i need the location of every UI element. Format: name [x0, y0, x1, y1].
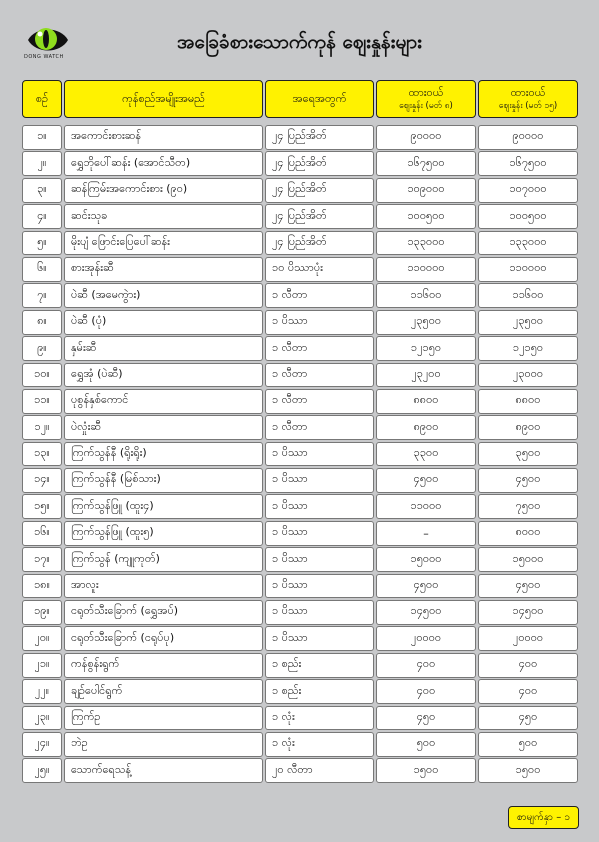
- table-row: [22, 732, 578, 757]
- price-mar-8: ၁၂၁၅၀: [376, 336, 476, 361]
- item-unit: ၁ ပိဿာ: [265, 442, 374, 467]
- page-title: အခြေခံစားသောက်ကုန် ဈေးနှုန်းများ: [177, 31, 422, 53]
- table-row: [22, 521, 578, 546]
- item-name: ပဲလှုံးဆီ: [64, 415, 263, 440]
- header-unit: အရေအတွက်: [265, 80, 374, 118]
- table-row: [22, 600, 578, 625]
- item-unit: ၁ ပိဿာ: [265, 600, 374, 625]
- item-unit: ၂၄ ပြည်အိတ်: [265, 204, 374, 229]
- price-mar-15: ၈၀၀၀: [478, 521, 578, 546]
- table-row: [22, 178, 578, 203]
- price-mar-15: ၈၈၀၀: [478, 389, 578, 414]
- price-mar-15: ၂၀၀၀၀: [478, 626, 578, 651]
- item-name: နှမ်းဆီ: [64, 336, 263, 361]
- price-mar-8: ၁၃၃၀၀၀: [376, 231, 476, 256]
- price-mar-15: ၁၅၀၀၀: [478, 547, 578, 572]
- item-name: ကြက်သွန်ဖြူ (ထူး၄): [64, 494, 263, 519]
- header-item: ကုန်စည်အမျိုးအမည်: [64, 80, 263, 118]
- row-number: ၅။: [22, 231, 62, 256]
- item-unit: ၁ လုံး: [265, 706, 374, 731]
- price-mar-8: ၄၅၀: [376, 706, 476, 731]
- header-no: စဉ်: [22, 80, 62, 118]
- item-name: ဘဲဥ: [64, 732, 263, 757]
- row-number: ၁၅။: [22, 494, 62, 519]
- item-unit: ၁ လီတာ: [265, 336, 374, 361]
- table-row: [22, 336, 578, 361]
- table-row: [22, 257, 578, 282]
- price-mar-8: ၁၀၉၀၀၀: [376, 178, 476, 203]
- item-name: ဆင်းသုခ: [64, 204, 263, 229]
- item-unit: ၂၄ ပြည်အိတ်: [265, 231, 374, 256]
- row-number: ၉။: [22, 336, 62, 361]
- price-table: [22, 125, 578, 785]
- price-mar-8: ၁၁၀၀၀: [376, 494, 476, 519]
- price-mar-15: ၉၀၀၀၀: [478, 125, 578, 150]
- price-mar-15: ၁၂၁၅၀: [478, 336, 578, 361]
- price-mar-15: ၄၅၀: [478, 706, 578, 731]
- row-number: ၁၄။: [22, 468, 62, 493]
- item-unit: ၁ ပိဿာ: [265, 547, 374, 572]
- item-unit: ၁ ပိဿာ: [265, 626, 374, 651]
- table-row: [22, 283, 578, 308]
- logo-text: DONG WATCH: [24, 54, 64, 60]
- item-name: ကန်စွန်းရွက်: [64, 653, 263, 678]
- price-mar-8: ၁၆၇၅၀၀: [376, 151, 476, 176]
- item-unit: ၁ လီတာ: [265, 415, 374, 440]
- table-row: [22, 653, 578, 678]
- price-mar-8: ၄၀၀: [376, 679, 476, 704]
- item-name: ဆန်ကြမ်းအကောင်းစား (၉၀): [64, 178, 263, 203]
- price-mar-8: ၃၃၀၀: [376, 442, 476, 467]
- row-number: ၃။: [22, 178, 62, 203]
- price-mar-15: ၁၄၅၀၀: [478, 600, 578, 625]
- row-number: ၁။: [22, 125, 62, 150]
- price-mar-8: ၁၁၀၀၀၀: [376, 257, 476, 282]
- table-row: [22, 231, 578, 256]
- table-header: [22, 80, 578, 118]
- price-mar-8: ၁၄၅၀၀: [376, 600, 476, 625]
- row-number: ၄။: [22, 204, 62, 229]
- row-number: ၁၁။: [22, 389, 62, 414]
- table-row: [22, 468, 578, 493]
- price-mar-15: ၁၀၇၀၀၀: [478, 178, 578, 203]
- price-mar-15: ၈၉၀၀: [478, 415, 578, 440]
- item-name: ရွှေအုံ (ပဲဆီ): [64, 363, 263, 388]
- item-name: သောက်ရေသန့်: [64, 758, 263, 783]
- item-unit: ၁ ပိဿာ: [265, 468, 374, 493]
- item-unit: ၁ စည်း: [265, 653, 374, 678]
- table-row: [22, 310, 578, 335]
- header-price-1: ထားဝယ် ဈေးနှုန်း (မတ် ၈): [376, 80, 476, 118]
- table-row: [22, 758, 578, 783]
- item-name: ကြက်သွန်နီ (ရိုးရိုး): [64, 442, 263, 467]
- item-name: ပဲဆီ (ပုံ): [64, 310, 263, 335]
- table-row: [22, 389, 578, 414]
- item-unit: ၁ ပိဿာ: [265, 310, 374, 335]
- price-mar-8: ၁၁၆၀၀: [376, 283, 476, 308]
- row-number: ၁၆။: [22, 521, 62, 546]
- row-number: ၂၅။: [22, 758, 62, 783]
- row-number: ၇။: [22, 283, 62, 308]
- price-mar-8: ၄၅၀၀: [376, 574, 476, 599]
- table-row: [22, 626, 578, 651]
- price-mar-15: ၄၀၀: [478, 679, 578, 704]
- row-number: ၁၇။: [22, 547, 62, 572]
- row-number: ၂၁။: [22, 653, 62, 678]
- item-unit: ၁ လုံး: [265, 732, 374, 757]
- item-unit: ၁ လီတာ: [265, 363, 374, 388]
- table-row: [22, 363, 578, 388]
- item-name: ပဲဆီ (အမေကွဲား): [64, 283, 263, 308]
- price-mar-8: ၂၀၀၀၀: [376, 626, 476, 651]
- row-number: ၂၀။: [22, 626, 62, 651]
- price-mar-8: ၅၀၀: [376, 732, 476, 757]
- item-name: ကြက်ဥ: [64, 706, 263, 731]
- price-mar-8: ၄၅၀၀: [376, 468, 476, 493]
- item-name: ကြက်သွန်နီ (မြစ်သား): [64, 468, 263, 493]
- price-mar-8: ၁၀၀၅၀၀: [376, 204, 476, 229]
- table-row: [22, 706, 578, 731]
- header-price-2: ထားဝယ် ဈေးနှုန်း (မတ် ၁၅): [478, 80, 578, 118]
- item-unit: ၁ ပိဿာ: [265, 521, 374, 546]
- row-number: ၁၉။: [22, 600, 62, 625]
- item-name: ချဉ်ပေါင်ရွက်: [64, 679, 263, 704]
- table-row: [22, 547, 578, 572]
- row-number: ၂။: [22, 151, 62, 176]
- item-name: အကောင်းစားဆန်: [64, 125, 263, 150]
- item-unit: ၁ လီတာ: [265, 283, 374, 308]
- item-name: ရွှေဘိုပေါ်ဆန်း (အောင်သီတ): [64, 151, 263, 176]
- price-mar-15: ၅၀၀: [478, 732, 578, 757]
- price-mar-15: ၁၃၃၀၀၀: [478, 231, 578, 256]
- row-number: ၂၃။: [22, 706, 62, 731]
- item-name: ငရုတ်သီးခြောက် (ရွှေအပ်): [64, 600, 263, 625]
- price-mar-15: ၂၃၅၀၀: [478, 310, 578, 335]
- price-mar-15: ၂၃၀၀၀: [478, 363, 578, 388]
- item-unit: ၁၀ ပိဿာပုံး: [265, 257, 374, 282]
- row-number: ၁၈။: [22, 574, 62, 599]
- item-unit: ၂၄ ပြည်အိတ်: [265, 151, 374, 176]
- table-row: [22, 574, 578, 599]
- price-mar-8: ၂၃၅၀၀: [376, 310, 476, 335]
- item-name: ငရုတ်သီးခြောက် (ငရုပ်ပု): [64, 626, 263, 651]
- item-unit: ၂၄ ပြည်အိတ်: [265, 125, 374, 150]
- table-row: [22, 204, 578, 229]
- price-mar-15: ၁၁၀၀၀၀: [478, 257, 578, 282]
- item-unit: ၁ ပိဿာ: [265, 574, 374, 599]
- page-number: စာမျက်နှာ – ၁: [508, 806, 579, 829]
- price-mar-15: ၁၀၀၅၀၀: [478, 204, 578, 229]
- table-row: [22, 679, 578, 704]
- item-unit: ၂၀ လီတာ: [265, 758, 374, 783]
- item-name: ကြက်သွန်ဖြူ (ထူး၅): [64, 521, 263, 546]
- price-mar-8: ၄၀၀: [376, 653, 476, 678]
- item-unit: ၁ ပိဿာ: [265, 494, 374, 519]
- item-unit: ၂၄ ပြည်အိတ်: [265, 178, 374, 203]
- price-mar-15: ၄၀၀: [478, 653, 578, 678]
- price-mar-8: ၉၀၀၀၀: [376, 125, 476, 150]
- item-name: အာလူး: [64, 574, 263, 599]
- price-mar-15: ၇၅၀၀: [478, 494, 578, 519]
- price-mar-15: ၁၅၀၀: [478, 758, 578, 783]
- price-mar-15: ၁၆၇၅၀၀: [478, 151, 578, 176]
- row-number: ၁၀။: [22, 363, 62, 388]
- row-number: ၆။: [22, 257, 62, 282]
- price-mar-15: ၃၅၀၀: [478, 442, 578, 467]
- item-name: ကြက်သွန် (ကျူကုတ်): [64, 547, 263, 572]
- row-number: ၁၃။: [22, 442, 62, 467]
- table-row: [22, 494, 578, 519]
- table-row: [22, 442, 578, 467]
- price-mar-8: ၈၈၀၀: [376, 389, 476, 414]
- table-row: [22, 125, 578, 150]
- row-number: ၈။: [22, 310, 62, 335]
- row-number: ၁၂။: [22, 415, 62, 440]
- price-mar-8: ၂၃၂၀၀: [376, 363, 476, 388]
- price-mar-8: ၈၉၀၀: [376, 415, 476, 440]
- item-unit: ၁ စည်း: [265, 679, 374, 704]
- row-number: ၂၄။: [22, 732, 62, 757]
- item-name: မိုးပျံ ဖြောင်းပြေပေါ်ဆန်း: [64, 231, 263, 256]
- item-name: ပုစွန်နှစ်ကောင်: [64, 389, 263, 414]
- price-mar-8: ၁၅၀၀: [376, 758, 476, 783]
- price-mar-15: ၄၅၀၀: [478, 574, 578, 599]
- item-name: စားအုန်းဆီ: [64, 257, 263, 282]
- price-mar-8: –: [376, 521, 476, 546]
- price-mar-15: ၁၁၆၀၀: [478, 283, 578, 308]
- table-row: [22, 151, 578, 176]
- price-mar-15: ၄၅၀၀: [478, 468, 578, 493]
- row-number: ၂၂။: [22, 679, 62, 704]
- item-unit: ၁ လီတာ: [265, 389, 374, 414]
- table-row: [22, 415, 578, 440]
- price-mar-8: ၁၅၀၀၀: [376, 547, 476, 572]
